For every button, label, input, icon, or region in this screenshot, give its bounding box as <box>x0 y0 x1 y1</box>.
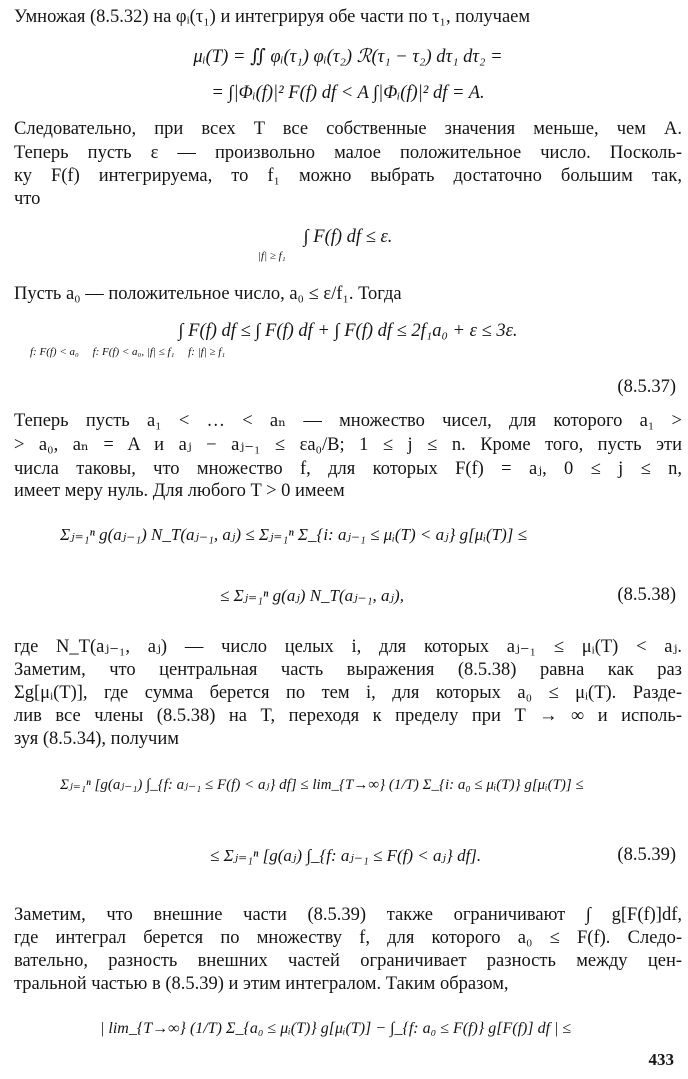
equation-line: = ∫|Φᵢ(f)|² F(f) df < A ∫|Φᵢ(f)|² df = A. <box>211 83 485 103</box>
equation-line: ≤ Σⱼ₌₁ⁿ g(aⱼ) N_T(aⱼ₋₁, aⱼ), <box>220 586 404 605</box>
text-line: Теперь пусть a₁ < … < aₙ — множество чисел, для которого a₁ > <box>14 411 682 431</box>
equation-line: μᵢ(T) = ∬ φᵢ(τ₁) φᵢ(τ₂) ℛ(τ₁ − τ₂) dτ₁ dτ₂ = <box>193 47 503 67</box>
integral-limit: |f| ≥ f₁ <box>258 250 286 262</box>
text-line: Заметим, что центральная часть выражения (8.5.38) равна как раз <box>14 660 682 680</box>
equation-line: ∫ F(f) df ≤ ∫ F(f) df + ∫ F(f) df ≤ 2f₁a₀ + ε ≤ 3ε. <box>178 321 518 341</box>
equation-line: | lim_{T→∞} (1/T) Σ_{a₀ ≤ μᵢ(T)} g[μᵢ(T)] − ∫_{f: a₀ ≤ F(f)} g[F(f)] df | ≤ <box>100 1020 572 1037</box>
text-line: Заметим, что внешние части (8.5.39) также ограничивают ∫ g[F(f)]df, <box>14 905 682 925</box>
text-line: Следовательно, при всех T все собственные значения меньше, чем A. <box>14 119 682 139</box>
text-line: зуя (8.5.34), получим <box>14 729 179 749</box>
page-number: 433 <box>648 1050 674 1069</box>
equation-number: (8.5.37) <box>617 377 676 397</box>
text-line: вательно, разность внешних частей ограничивает разность между цен- <box>14 951 682 971</box>
text-line: где N_T(aⱼ₋₁, aⱼ) — число целых i, для которых aⱼ₋₁ ≤ μᵢ(T) < aⱼ. <box>14 637 682 657</box>
text-line: > a₀, aₙ = A и aⱼ − aⱼ₋₁ ≤ εa₀/B; 1 ≤ j ≤ n. Кроме того, пусть эти <box>14 435 682 455</box>
equation-line: ≤ Σⱼ₌₁ⁿ [g(aⱼ) ∫_{f: aⱼ₋₁ ≤ F(f) < aⱼ} df]. <box>210 846 482 865</box>
text-line: Умножая (8.5.32) на φᵢ(τ₁) и интегрируя обе части по τ₁, получаем <box>14 7 531 27</box>
text-line: лив все члены (8.5.38) на T, переходя к пределу при T → ∞ и исполь- <box>14 706 682 726</box>
text-line: Пусть a₀ — положительное число, a₀ ≤ ε/f₁. Тогда <box>14 284 402 304</box>
text-line: имеет меру нуль. Для любого T > 0 имеем <box>14 481 345 501</box>
text-line: что <box>14 189 41 209</box>
equation-number: (8.5.38) <box>617 585 676 605</box>
text-line: тральной частью в (8.5.39) и этим интегралом. Таким образом, <box>14 974 509 994</box>
integral-limit: f: F(f) < a₀ f: F(f) < a₀, |f| ≤ f₁ f: |f| ≥ f₁ <box>30 346 226 358</box>
equation-number: (8.5.39) <box>617 845 676 865</box>
equation-line: ∫ F(f) df ≤ ε. <box>303 227 393 247</box>
text-line: где интеграл берется по множеству f, для которого a₀ ≤ F(f). Следо- <box>14 928 682 948</box>
text-line: Σg[μᵢ(T)], где сумма берется по тем i, для которых a₀ ≤ μᵢ(T). Разде- <box>14 683 682 703</box>
text-line: числа таковы, что множество f, для которых F(f) = aⱼ, 0 ≤ j ≤ n, <box>14 459 682 479</box>
equation-line: Σⱼ₌₁ⁿ [g(aⱼ₋₁) ∫_{f: aⱼ₋₁ ≤ F(f) < aⱼ} df] ≤ lim_{T→∞} (1/T) Σ_{i: a₀ ≤ μᵢ(T)} g[μᵢ(T)] ≤ <box>60 777 584 793</box>
text-line: ку F(f) интегрируема, то f₁ можно выбрать достаточно большим так, <box>14 166 682 186</box>
equation-line: Σⱼ₌₁ⁿ g(aⱼ₋₁) N_T(aⱼ₋₁, aⱼ) ≤ Σⱼ₌₁ⁿ Σ_{i: aⱼ₋₁ ≤ μᵢ(T) < aⱼ} g[μᵢ(T)] ≤ <box>60 525 527 544</box>
text-line: Теперь пусть ε — произвольно малое положительное число. Посколь- <box>14 143 682 163</box>
